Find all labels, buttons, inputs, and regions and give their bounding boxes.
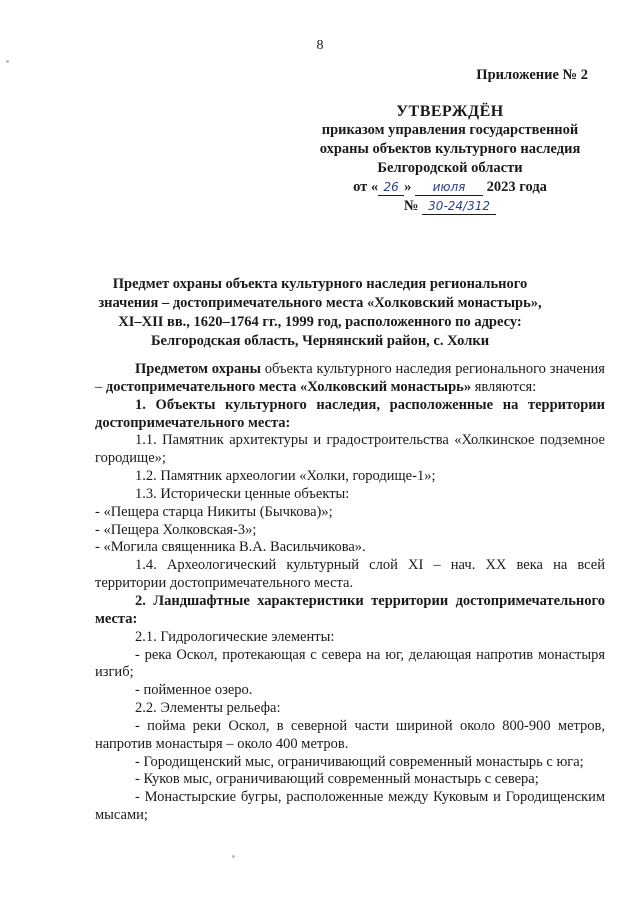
appendix-label: Приложение № 2 [476, 67, 588, 83]
order-number [300, 197, 600, 216]
approved-heading: УТВЕРЖДЁН [396, 103, 504, 120]
section-2-heading: 2. Ландшафтные характеристики территории достопримечательного места: [95, 592, 605, 627]
item-2-2: 2.2. Элементы рельефа: [135, 700, 281, 717]
item-2-1: 2.1. Гидрологические элементы: [135, 628, 335, 645]
scan-speck [6, 60, 9, 63]
scan-speck [232, 855, 235, 858]
item-2-2-b: - Городищенский мыс, ограничивающий современный монастырь с юга; [135, 753, 584, 770]
date-separator: » [404, 179, 412, 195]
item-2-2-a: - пойма реки Оскол, в северной части шириной около 800-900 метров, напротив монастыря – около 400 метров. [95, 717, 605, 752]
intro-end: являются: [471, 378, 537, 395]
approval-block [300, 66, 600, 216]
date-month-handwritten: июля [415, 179, 483, 196]
item-1-3-c: - «Могила священника В.А. Васильчикова». [95, 539, 366, 556]
item-2-2-d: - Монастырские бугры, расположенные между Куковым и Городищенским мысами; [95, 789, 605, 824]
item-1-3: 1.3. Исторически ценные объекты: [135, 485, 350, 502]
item-1-3-a: - «Пещера старца Никиты (Бычкова)»; [95, 503, 333, 520]
date-year: 2023 года [486, 179, 547, 195]
intro-bold: Предметом охраны [135, 361, 261, 377]
document-body [95, 361, 605, 825]
item-1-3-b: - «Пещера Холковская-3»; [95, 521, 257, 538]
item-2-1-b: - пойменное озеро. [135, 682, 253, 699]
order-number-prefix: № [403, 198, 419, 214]
item-2-2-c: - Куков мыс, ограничивающий современный монастырь с севера; [135, 771, 539, 788]
order-number-handwritten: 30-24/312 [422, 198, 496, 215]
approval-date [300, 178, 600, 197]
item-1-1: 1.1. Памятник архитектуры и градостроительства «Холкинское подземное городище»; [95, 432, 605, 467]
item-1-2: 1.2. Памятник археологии «Холки, городище-1»; [135, 468, 436, 485]
intro-text: объекта культурного наследия регионального значения – [95, 361, 605, 395]
item-2-1-a: - река Оскол, протекающая с севера на юг, делающая напротив монастыря изгиб; [95, 646, 605, 681]
approval-line-3: Белгородской области [377, 160, 523, 176]
date-day-handwritten: 26 [378, 179, 404, 196]
section-1-heading: 1. Объекты культурного наследия, расположенные на территории достопримечательного места: [95, 396, 605, 431]
date-prefix: от « [353, 179, 379, 195]
item-1-4: 1.4. Археологический культурный слой XI – нач. XX века на всей территории достопримечательного места. [95, 557, 605, 592]
document-title: Предмет охраны объекта культурного наследия регионального значения – достопримечательного места «Холковский монастырь», XI–XII вв., 1620–1764 гг., 1999 год, расположенного по адресу: Белгородская область, Чернянский район, с. Холки [98, 276, 542, 349]
approval-line-1: приказом управления государственной [321, 122, 579, 138]
intro-paragraph [95, 361, 605, 397]
intro-object-name: достопримечательного места «Холковский монастырь» [105, 378, 472, 395]
page-number: 8 [316, 38, 324, 53]
approval-line-2: охраны объектов культурного наследия [319, 141, 581, 157]
